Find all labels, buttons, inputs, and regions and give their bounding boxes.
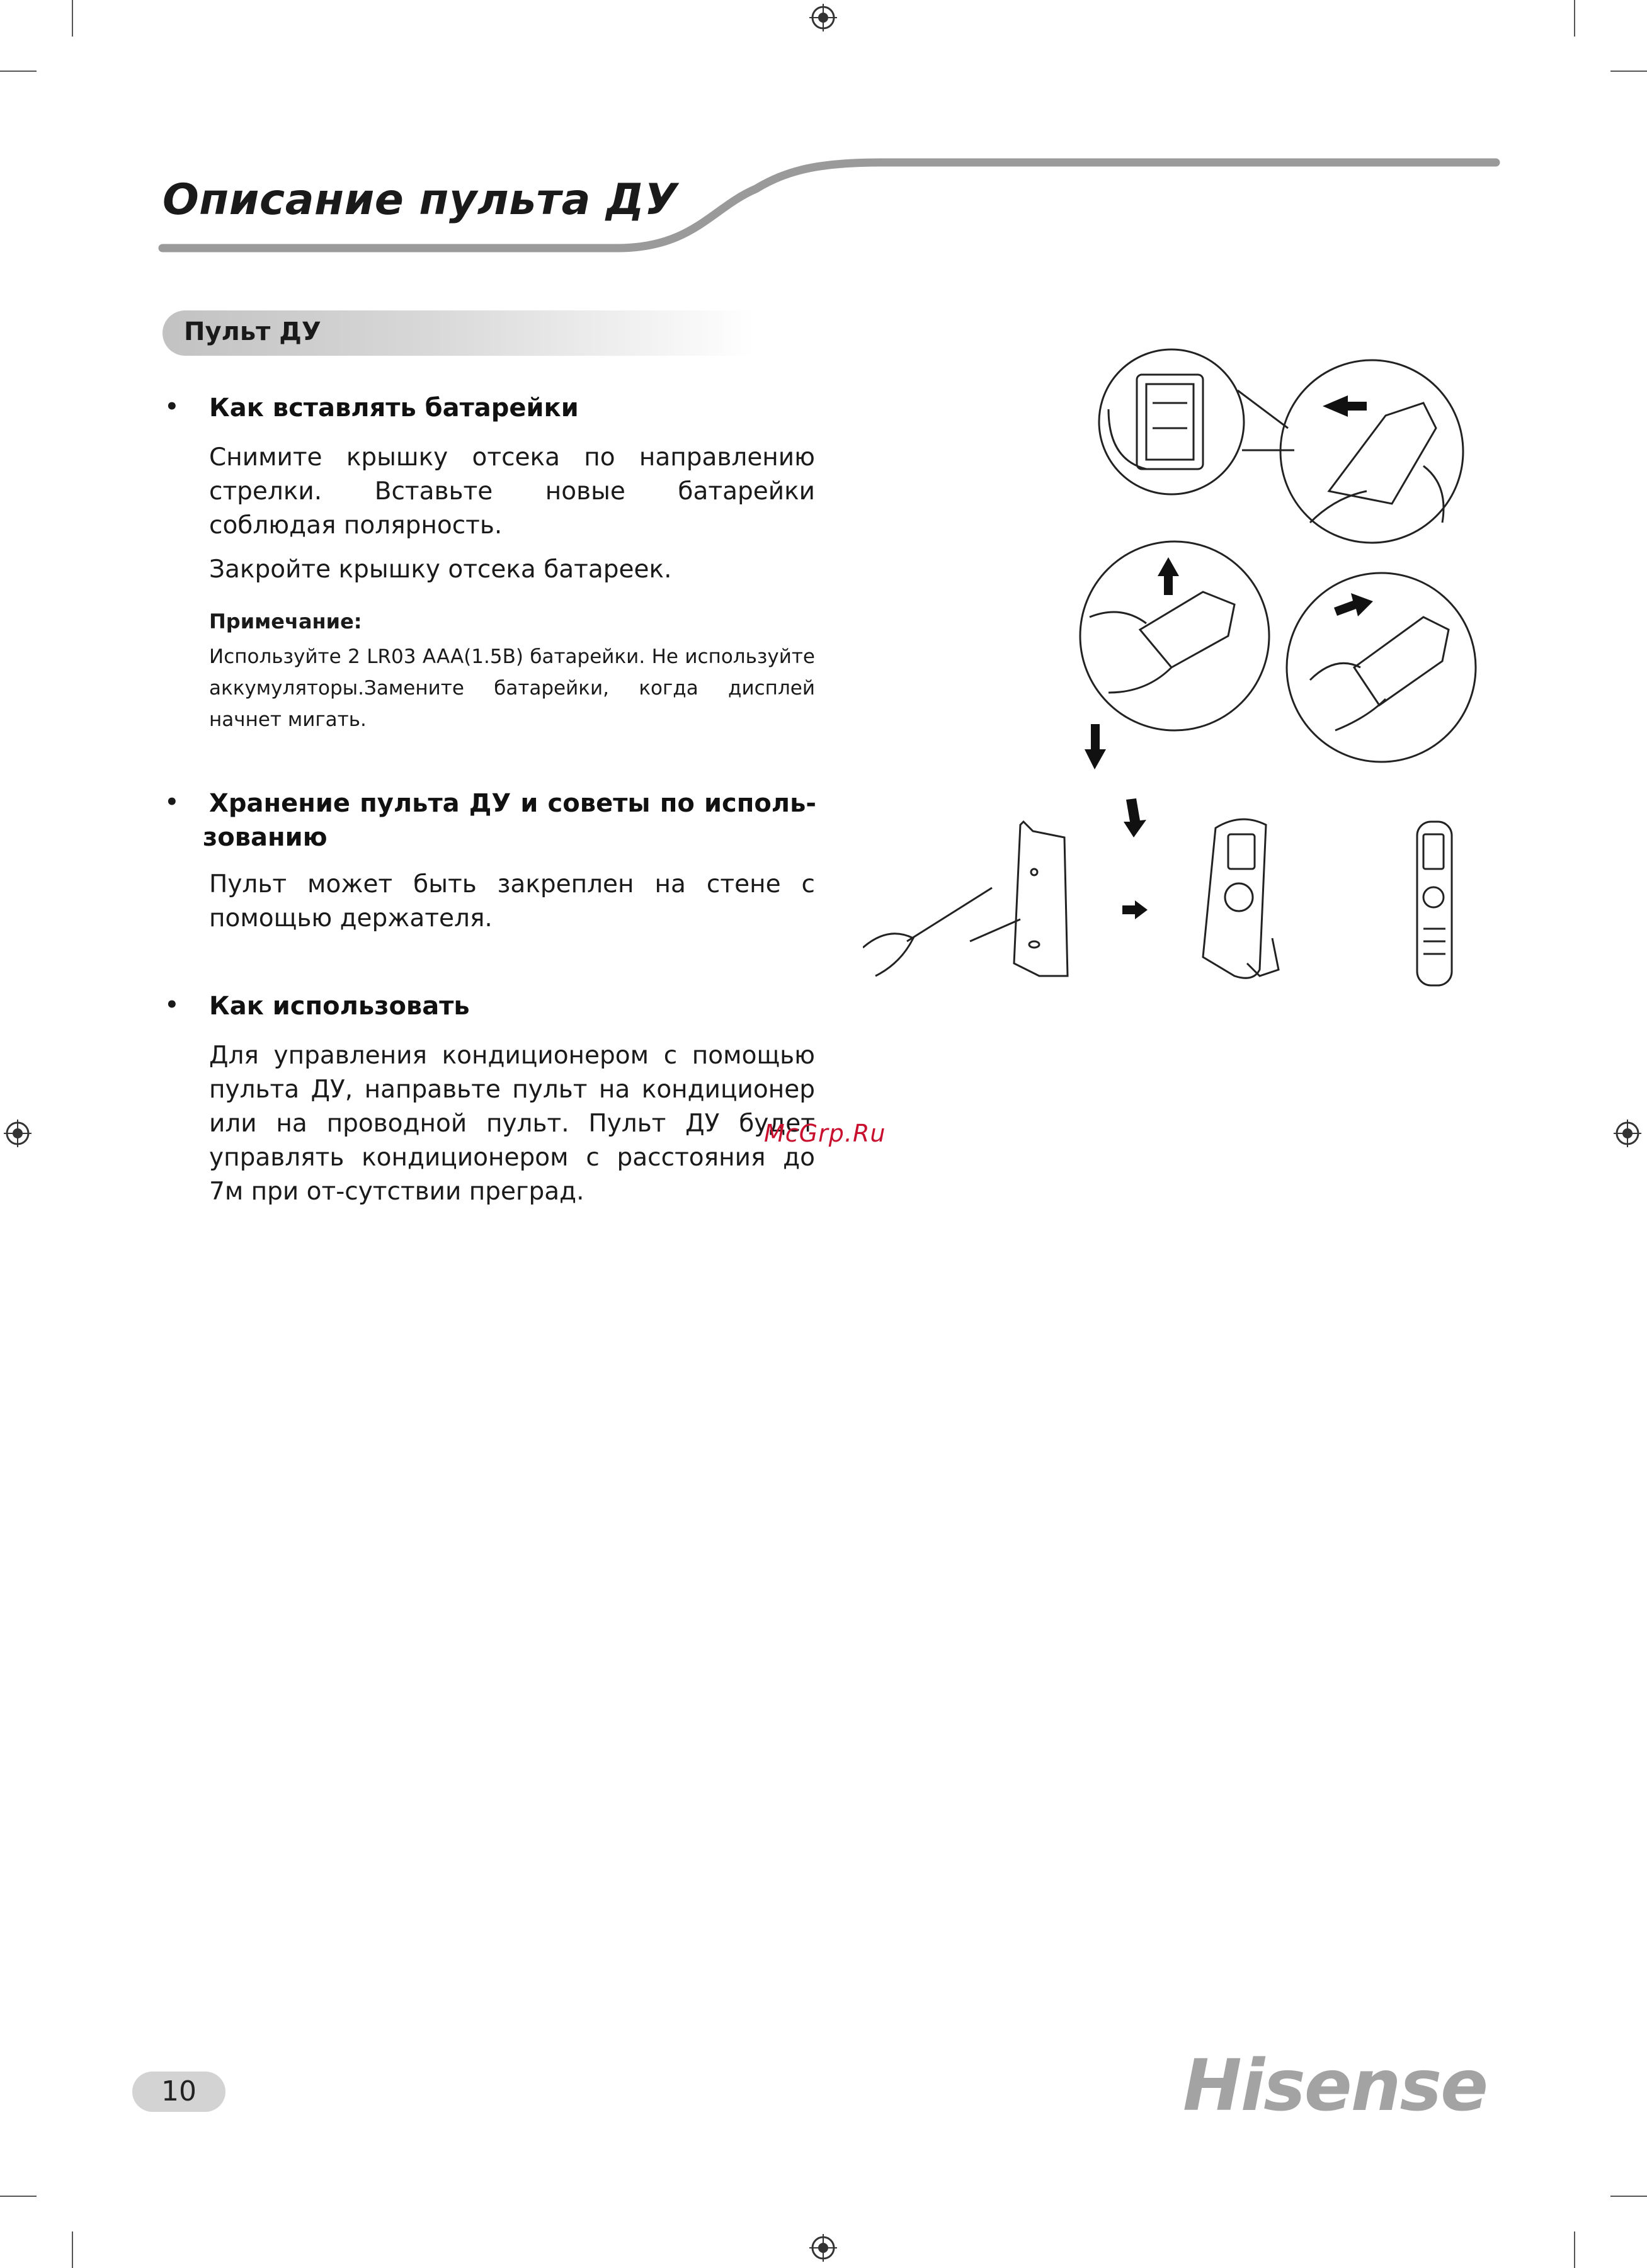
bullet: • [165,992,179,1018]
page-number: 10 [161,2075,197,2107]
crop-mark [72,2231,73,2268]
paragraph: Снимите крышку отсека по направлению стрелки. Вставьте новые батарейки соблюдая полярность. [209,443,815,540]
bullet: • [165,394,179,419]
section-label: Пульт ДУ [184,317,321,346]
crop-mark [1574,2231,1575,2268]
note-text: Используйте 2 LR03 AAA(1.5В) батарейки. Не используйте аккумуляторы.Замените батарейки, когда дисплей начнет мигать. [209,645,815,731]
battery-installation-illustration [1071,340,1499,781]
section-heading-storage: Хранение пульта ДУ и советы по исполь-зованию [203,789,816,852]
paragraph: Пульт может быть закреплен на стене с помощью держателя. [209,870,815,933]
registration-mark-icon [809,2234,837,2262]
bullet: • [165,790,179,815]
page-title: Описание пульта ДУ [162,175,678,225]
registration-mark-icon [4,1120,31,1147]
crop-mark [1610,2196,1647,2197]
header-swoosh [0,0,1647,264]
brand-logo: Hisense [1183,2045,1488,2127]
registration-mark-icon [1614,1120,1641,1147]
watermark: McGrp.Ru [764,1120,886,1147]
note-title: Примечание: [209,610,362,633]
section-heading-batteries: Как вставлять батарейки [209,394,579,422]
wall-mount-illustration [863,787,1499,1007]
paragraph: Закройте крышку отсека батареек. [209,555,672,584]
section-heading-usage: Как использовать [209,992,470,1021]
paragraph: Для управления кондиционером с помощью пульта ДУ, направьте пульт на кондиционер или на проводной пульт. Пульт ДУ будет управлять кондиционером с расстояния до 7м при от-сутствии преград. [209,1041,815,1206]
crop-mark [0,2196,37,2197]
